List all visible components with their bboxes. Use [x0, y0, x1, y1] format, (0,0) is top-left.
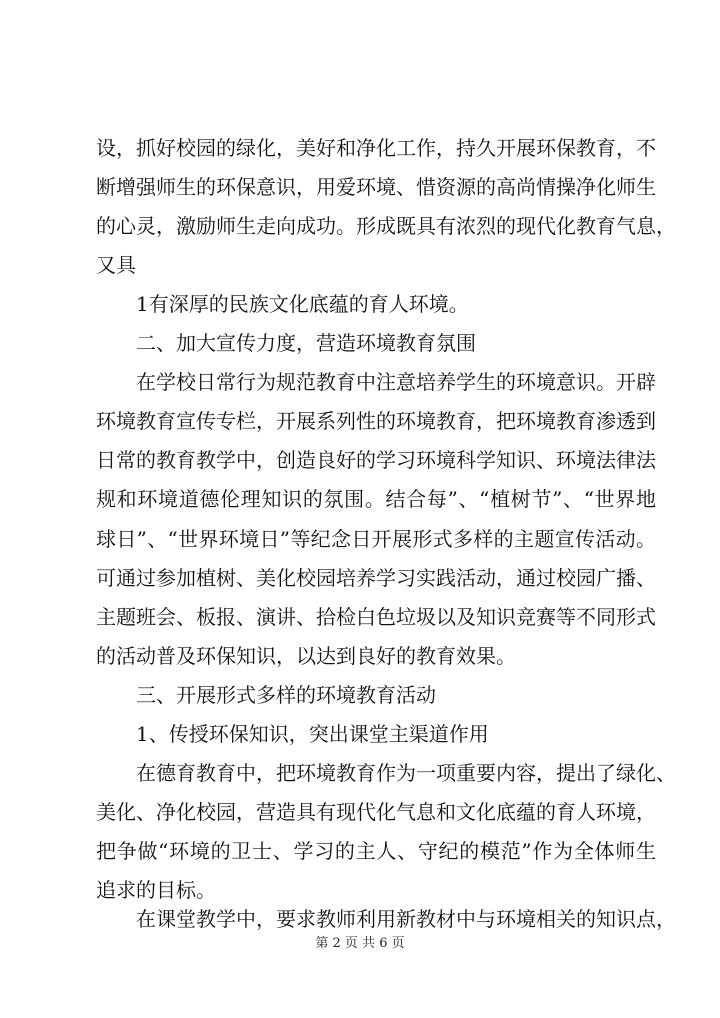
section-heading: 二、加大宣传力度，营造环境教育氛围: [136, 331, 476, 355]
text-line: 球日”、“世界环境日”等纪念日开展形式多样的主题宣传活动。: [96, 527, 656, 551]
page-number: 第 2 页 共 6 页: [315, 936, 405, 951]
section-heading: 三、开展形式多样的环境教育活动: [136, 683, 436, 707]
text-line: 的心灵，激励师生走向成功。形成既具有浓烈的现代化教育气息，: [96, 214, 676, 238]
text-line: 日常的教育教学中，创造良好的学习环境科学知识、环境法律法: [96, 448, 656, 472]
text-line: 可通过参加植树、美化校园培养学习实践活动，通过校园广播、: [96, 566, 656, 590]
text-line: 把争做“环境的卫士、学习的主人、守纪的模范”作为全体师生: [96, 839, 656, 863]
paragraph-start: 在课堂教学中，要求教师利用新教材中与环境相关的知识点，: [136, 907, 676, 931]
text-line: 的活动普及环保知识，以达到良好的教育效果。: [96, 644, 516, 668]
paragraph-start: 1有深厚的民族文化底蕴的育人环境。: [136, 292, 469, 316]
text-line: 断增强师生的环保意识，用爱环境、惜资源的高尚情操净化师生: [96, 175, 656, 199]
paragraph-start: 在德育教育中，把环境教育作为一项重要内容，提出了绿化、: [136, 761, 676, 785]
paragraph-start: 在学校日常行为规范教育中注意培养学生的环境意识。开辟: [136, 370, 656, 394]
subsection-heading: 1、传授环保知识，突出课堂主渠道作用: [136, 722, 489, 746]
text-line: 追求的目标。: [96, 878, 216, 902]
text-line: 主题班会、板报、演讲、拾检白色垃圾以及知识竞赛等不同形式: [96, 605, 656, 629]
text-line: 又具: [96, 253, 136, 277]
text-line: 美化、净化校园，营造具有现代化气息和文化底蕴的育人环境，: [96, 800, 656, 824]
text-line: 规和环境道德伦理知识的氛围。结合每”、“植树节”、“世界地: [96, 487, 656, 511]
text-line: 环境教育宣传专栏，开展系列性的环境教育，把环境教育渗透到: [96, 409, 656, 433]
text-line: 设，抓好校园的绿化，美好和净化工作，持久开展环保教育，不: [96, 136, 656, 160]
